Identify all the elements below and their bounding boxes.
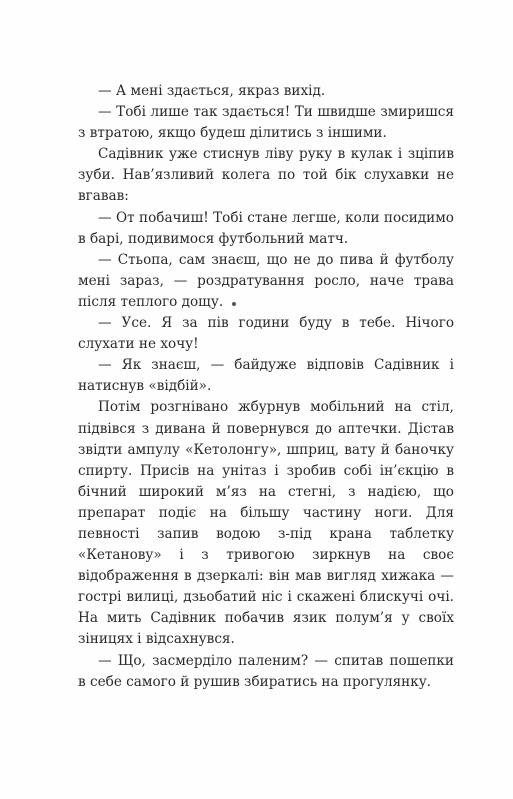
text-body <box>78 81 454 693</box>
paragraph: — Стьопа, сам знаєш, що не до пива й футболу мені зараз, — роздратування росло, наче трава після теплого дощу. <box>78 251 454 310</box>
paragraph: — Як знаєш, — байдуже відповів Садівник і натиснув «відбій». <box>78 357 454 395</box>
paragraph: — Тобі лише так здається! Ти швидше змиришся з втратою, якщо будеш ділитись з іншими. <box>78 104 454 142</box>
paragraph: — А мені здається, якраз вихід. <box>98 83 326 99</box>
paragraph: Садівник уже стиснув ліву руку в кулак і зціпив зуби. Нав’язливий колега по той бік слухавки не вгавав: <box>78 146 454 205</box>
ink-speck <box>232 302 236 306</box>
paragraph: Потім розгнівано жбурнув мобільний на стіл, підвівся з дивана й повернувся до аптечки. Дістав звідти ампулу «Кетолонгу», шприц, вату й баночку спирту. Присів на унітаз і зробив собі ін’єкцію в бічний широкий м’яз на стегні, з надією, що препарат подіє на більшу частину ноги. Для певності запив водою з-під крана таблетку «Кетанову» і з тривогою зиркнув на своє відображення в дзеркалі: він мав вигляд хижака — гострі вилиці, дзьобатий ніс і скажені блискучі очі. На мить Садівник побачив язик полум’я у своїх зіницях і відсахнувся. <box>78 399 454 648</box>
paragraph: — Усе. Я за пів години буду в тебе. Нічого слухати не хочу! <box>78 315 454 353</box>
paragraph: — Що, засмерділо паленим? — спитав пошепки в себе самого й рушив збиратись на прогулянку. <box>78 652 454 690</box>
paragraph: — От побачиш! Тобі стане легше, коли посидимо в барі, подивимося футбольний матч. <box>78 209 454 247</box>
